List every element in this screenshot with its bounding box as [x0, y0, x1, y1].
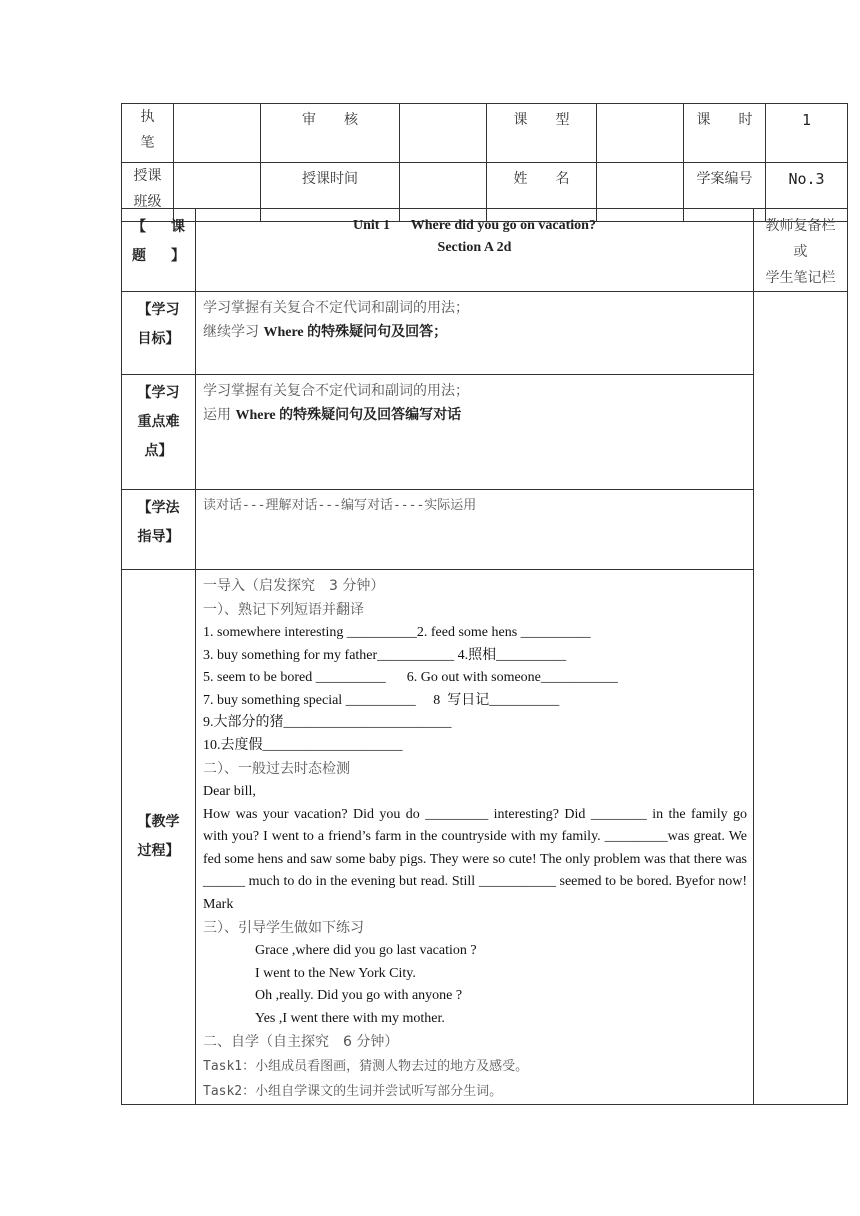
author-label: 执笔: [122, 104, 174, 163]
dialog-line: Grace ,where did you go last vacation ?: [255, 943, 477, 958]
task1-text: Task1：小组成员看图画，猜测人物去过的地方及感受。: [203, 1059, 529, 1074]
practice-subheading: 三）、引导学生做如下练习: [203, 920, 364, 936]
plan-number-label: 学案编号: [684, 163, 766, 222]
lesson-title-line1: Unit 1 Where did you go on vacation?: [353, 218, 596, 233]
past-tense-subheading: 二）、一般过去时态检测: [203, 761, 350, 777]
notes-column-header: [754, 209, 848, 292]
lesson-type-value: [597, 104, 684, 163]
topic-label: 【 课题】: [122, 209, 196, 292]
lesson-title-line2: Section A 2d: [437, 240, 512, 255]
periods-label: 课 时: [684, 104, 766, 163]
reviewer-label: 审 核: [261, 104, 400, 163]
goals-line2: [203, 320, 747, 345]
self-study-heading: 二、自学（自主探究 6 分钟）: [203, 1034, 399, 1050]
intro-section-heading: 一导入（启发探究 3 分钟）: [203, 578, 385, 594]
phrase-line: 9.大部分的猪________________________: [203, 715, 452, 730]
notes-header-line3: 学生笔记栏: [765, 270, 836, 286]
goals-line1: 学习掌握有关复合不定代词和副词的用法；: [203, 300, 469, 316]
process-label: 【教学过程】: [122, 570, 196, 1105]
method-row: [122, 490, 848, 570]
dialog-line: I went to the New York City.: [255, 965, 416, 981]
keypoints-line2-prefix: 运用: [203, 407, 236, 423]
keypoints-label: 【学习重点难点】: [122, 375, 196, 490]
name-label: 姓 名: [487, 163, 597, 222]
method-label: 【学法指导】: [122, 490, 196, 570]
lesson-table: [121, 208, 848, 1105]
phrase-line: 10.去度假____________________: [203, 737, 403, 753]
task2-text: Task2：小组自学课文的生词并尝试听写部分生词。: [203, 1084, 503, 1099]
dialog-line: Yes ,I went there with my mother.: [255, 1010, 445, 1026]
process-content: [196, 570, 754, 1105]
header-row-1: [122, 104, 848, 163]
keypoints-content: [196, 375, 754, 490]
process-row: [122, 570, 848, 1105]
phrase-line: 7. buy something special __________ 8 写日记__________: [203, 692, 560, 708]
letter-greeting: Dear bill,: [203, 784, 256, 799]
dialog-line: Oh ,really. Did you go with anyone ?: [255, 988, 463, 1003]
goals-label: 【学习目标】: [122, 292, 196, 375]
phrases-subheading: 一）、熟记下列短语并翻译: [203, 602, 364, 618]
goals-line2-bold: Where 的特殊疑问句及回答；: [263, 325, 448, 340]
author-value: [174, 104, 261, 163]
reviewer-value: [400, 104, 487, 163]
lesson-type-label: 课 型: [487, 104, 597, 163]
method-line1: 读对话---理解对话---编写对话----实际运用: [203, 498, 477, 513]
goals-row: [122, 292, 848, 375]
periods-value: 1: [766, 104, 848, 163]
plan-number-value: No.3: [766, 163, 848, 222]
letter-body: How was your vacation? Did you do _________ interesting? Did ________ in the family go with you? I went to a friend’s farm in the countryside with my family. _________was great. We fed some hens and saw some baby pigs. They were so cute! The only problem was that there was ______ much to do in the evening but read. Still ___________ seemed to be bored. Byefor now! Mark: [203, 806, 747, 912]
goals-line2-prefix: 继续学习: [203, 324, 264, 340]
phrase-line: 3. buy something for my father___________ 4.照相__________: [203, 647, 567, 663]
notes-header-line1: 教师复备栏: [765, 218, 836, 234]
method-content: [196, 490, 754, 570]
keypoints-row: [122, 375, 848, 490]
keypoints-line2: [203, 403, 747, 428]
goals-content: [196, 292, 754, 375]
notes-header-line2: 或: [793, 244, 808, 260]
keypoints-line2-bold: Where 的特殊疑问句及回答编写对话: [235, 408, 462, 423]
keypoints-line1: 学习掌握有关复合不定代词和副词的用法；: [203, 383, 469, 399]
phrase-line: 1. somewhere interesting __________2. feed some hens __________: [203, 625, 591, 640]
class-label: 授课班级: [122, 163, 174, 222]
header-table: [121, 103, 848, 222]
notes-column: [754, 292, 848, 1105]
phrase-line: 5. seem to be bored __________ 6. Go out with someone___________: [203, 670, 618, 685]
teaching-time-label: 授课时间: [261, 163, 400, 222]
lesson-title: [196, 209, 754, 292]
topic-row: [122, 209, 848, 292]
